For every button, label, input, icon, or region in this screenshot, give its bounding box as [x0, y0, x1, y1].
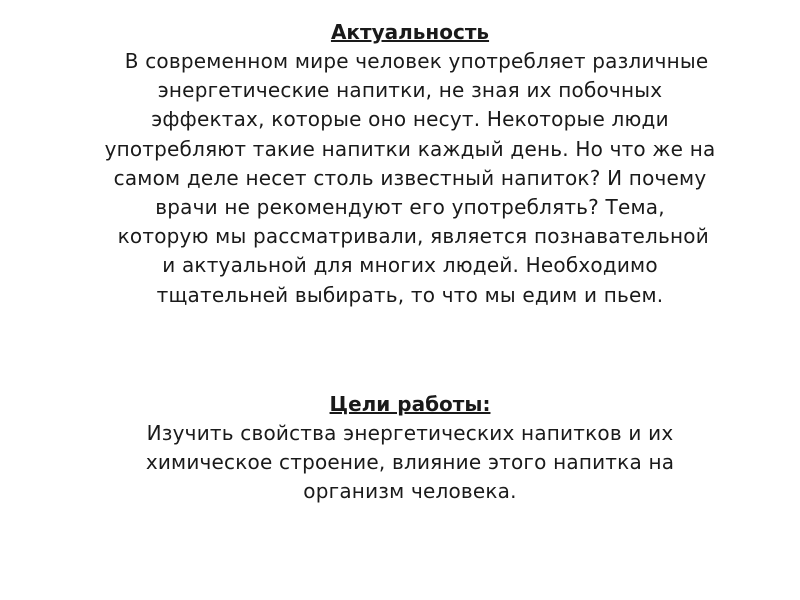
relevance-line: эффектах, которые оно несут. Некоторые люди [151, 107, 669, 132]
relevance-line: которую мы рассматривали, является познавательной [111, 224, 709, 249]
relevance-line: тщательней выбирать, то что мы едим и пьем. [156, 282, 664, 307]
goals-line: Изучить свойства энергетических напитков и их [146, 421, 674, 445]
goals-line: организм человека. [303, 479, 517, 504]
relevance-line: и актуальной для многих людей. Необходимо [162, 253, 658, 278]
goals-paragraph [60, 419, 760, 507]
relevance-line: употребляют такие напитки каждый день. Но что же на [104, 136, 716, 161]
goals-heading: Цели работы: [329, 392, 491, 416]
relevance-line: самом деле несет столь известный напиток? И почему [113, 165, 707, 190]
goals-line: химическое строение, влияние этого напитка на [145, 450, 675, 475]
relevance-heading: Актуальность [330, 20, 490, 44]
relevance-line: врачи не рекомендуют его употреблять? Тема, [155, 195, 665, 220]
relevance-paragraph [60, 47, 760, 310]
relevance-section [60, 18, 760, 310]
relevance-line: В современном мире человек употребляет различные [111, 49, 709, 73]
relevance-line: энергетические напитки, не зная их побочных [157, 78, 663, 103]
goals-section [60, 390, 760, 507]
